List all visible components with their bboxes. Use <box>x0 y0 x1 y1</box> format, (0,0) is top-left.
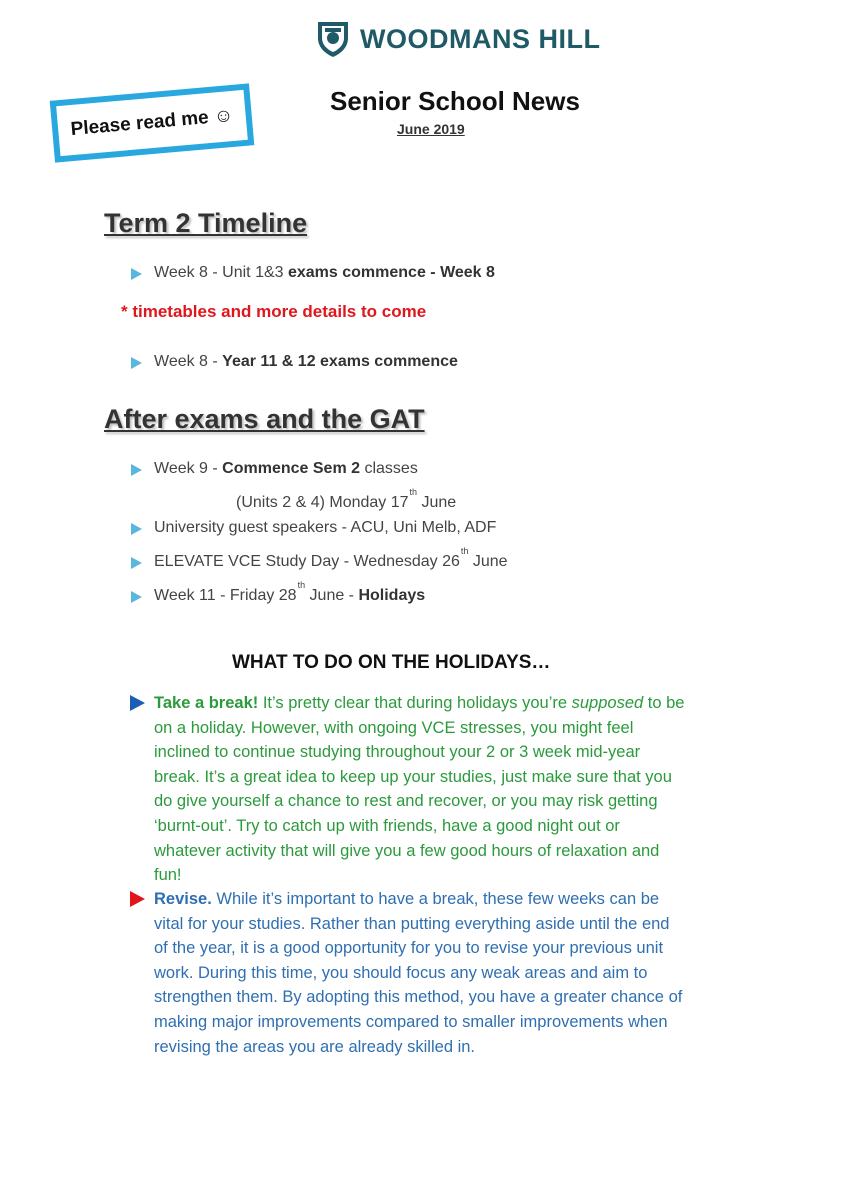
line-text: While it’s important to have a break, these few weeks can be <box>211 890 660 908</box>
paragraph-line: whatever activity that will give you a few good hours of relaxation and <box>154 841 660 860</box>
after-item-guest-speakers: University guest speakers - ACU, Uni Melb, ADF <box>154 519 497 536</box>
after-item-elevate-day <box>154 546 508 571</box>
item-text: June <box>417 494 457 511</box>
item-bold: Holidays <box>358 587 426 604</box>
paragraph-line: vital for your studies. Rather than putting everything aside until the end <box>154 914 670 933</box>
paragraph-line: on a holiday. However, with ongoing VCE stresses, you might feel <box>154 718 634 737</box>
stamp-text: Please read me ☺ <box>69 104 235 141</box>
bullet-triangle-icon <box>131 357 142 369</box>
please-read-stamp <box>50 83 255 162</box>
newsletter-date: June 2019 <box>397 121 465 137</box>
paragraph-line: revising the areas you are already skilled in. <box>154 1037 476 1056</box>
term2-item-unit-exams <box>154 264 495 282</box>
timetable-note: * timetables and more details to come <box>121 302 427 321</box>
item-text: Week 11 - Friday 28 <box>154 587 297 604</box>
after-exams-heading: After exams and the GAT <box>104 404 425 434</box>
paragraph-line <box>154 887 754 912</box>
paragraph-line: ‘burnt-out’. Try to catch up with friends, have a good night out or <box>154 816 620 835</box>
line-text: It’s pretty clear that during holidays you’re <box>258 694 572 712</box>
item-bold: Year 11 & 12 exams commence <box>222 353 458 370</box>
ordinal-suffix: th <box>297 580 306 590</box>
term2-item-year-exams <box>154 353 458 371</box>
item-bold: exams commence - Week 8 <box>287 264 495 281</box>
revise-paragraph <box>154 887 754 1059</box>
after-item-units-date <box>236 487 457 512</box>
line-text: to be <box>643 694 685 712</box>
take-a-break-paragraph <box>154 691 754 888</box>
ordinal-suffix: th <box>409 487 418 497</box>
item-bold: Commence Sem 2 <box>222 460 361 477</box>
lead-bold: Take a break! <box>154 694 259 712</box>
page-title: Senior School News <box>330 86 580 116</box>
item-text: June - <box>305 587 359 604</box>
item-text: Week 8 - <box>154 353 223 370</box>
bullet-triangle-icon <box>130 695 145 711</box>
school-crest-icon <box>316 20 350 58</box>
bullet-triangle-icon <box>130 891 145 907</box>
emphasis-text: supposed <box>571 694 644 712</box>
after-item-holidays <box>154 580 426 605</box>
bullet-triangle-icon <box>131 591 142 603</box>
item-text: (Units 2 & 4) Monday 17 <box>236 494 409 511</box>
paragraph-line: making major improvements compared to smaller improvements when <box>154 1012 668 1031</box>
bullet-triangle-icon <box>131 464 142 476</box>
holidays-heading: WHAT TO DO ON THE HOLIDAYS… <box>232 652 551 673</box>
paragraph-line <box>154 691 754 716</box>
bullet-triangle-icon <box>131 557 142 569</box>
paragraph-line: of the year, it is a good opportunity for you to revise your previous unit <box>154 939 664 958</box>
paragraph-line: strengthen them. By adopting this method, you have a greater chance of <box>154 988 683 1007</box>
paragraph-line: inclined to continue studying throughout your 2 or 3 week mid-year <box>154 743 641 762</box>
item-text: Week 9 - <box>154 460 223 477</box>
bullet-triangle-icon <box>131 268 142 280</box>
paragraph-line: fun! <box>154 866 182 885</box>
lead-bold: Revise. <box>154 890 212 908</box>
item-text: Week 8 - Unit 1&3 <box>154 264 288 281</box>
school-name: WOODMANS HILL <box>360 24 601 54</box>
bullet-triangle-icon <box>131 523 142 535</box>
term2-heading: Term 2 Timeline <box>104 208 308 238</box>
paragraph-line: work. During this time, you should focus any weak areas and aim to <box>154 963 648 982</box>
paragraph-line: break. It’s a great idea to keep up your studies, just make sure that you <box>154 767 672 786</box>
item-text: ELEVATE VCE Study Day - Wednesday 26 <box>154 553 460 570</box>
item-text: classes <box>360 460 418 477</box>
item-text: June <box>468 553 508 570</box>
after-item-commence-sem2 <box>154 460 418 478</box>
paragraph-line: do give yourself a chance to rest and recover, or you may risk getting <box>154 792 658 811</box>
ordinal-suffix: th <box>460 546 469 556</box>
